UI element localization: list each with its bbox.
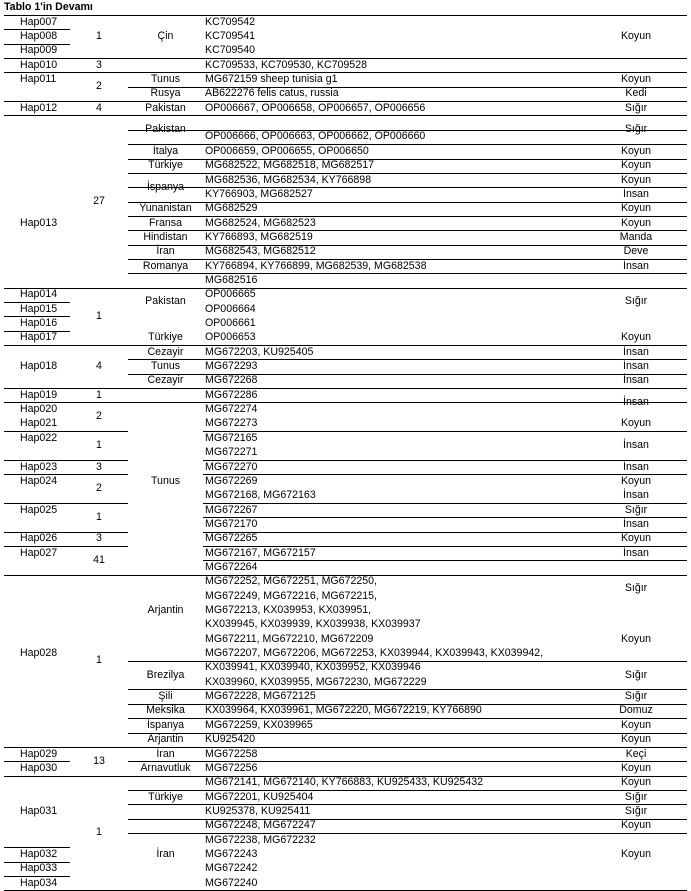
host-cell: Koyun bbox=[620, 847, 652, 860]
row-rule bbox=[128, 130, 687, 131]
accession-cell: MG672238, MG672232 bbox=[205, 833, 316, 846]
haplotype-cell: Hap034 bbox=[20, 876, 58, 889]
accession-cell: MG672207, MG672206, MG672253, KX039944, KX039943, KX039942, bbox=[205, 647, 544, 660]
accession-cell: MG672249, MG672216, MG672215, bbox=[205, 589, 377, 602]
host-cell: Koyun bbox=[620, 632, 652, 645]
row-rule bbox=[128, 790, 687, 791]
accession-cell: MG672168, MG672163 bbox=[205, 489, 316, 502]
accession-cell: KY766893, MG682519 bbox=[205, 230, 313, 243]
haplotype-cell: Hap017 bbox=[20, 331, 58, 344]
row-rule bbox=[203, 560, 687, 561]
accession-cell: OP006661 bbox=[205, 317, 256, 330]
row-rule bbox=[4, 331, 70, 332]
group-rule bbox=[4, 747, 687, 748]
host-cell: Koyun bbox=[620, 159, 652, 172]
haplotype-cell: Hap028 bbox=[20, 647, 58, 660]
haplotype-cell: Hap009 bbox=[20, 44, 58, 57]
host-cell: Koyun bbox=[620, 718, 652, 731]
group-rule bbox=[4, 115, 687, 116]
host-cell: İnsan bbox=[623, 489, 649, 502]
accession-cell: AB622276 felis catus, russia bbox=[205, 87, 339, 100]
haplotype-cell: Hap031 bbox=[20, 804, 58, 817]
accession-cell: MG672258 bbox=[205, 747, 258, 760]
haplotype-cell: Hap013 bbox=[20, 216, 58, 229]
isolate-count-cell: 2 bbox=[96, 482, 102, 495]
row-rule bbox=[128, 216, 687, 217]
isolate-count-cell: 27 bbox=[93, 195, 105, 208]
row-rule bbox=[4, 847, 70, 848]
accession-cell: MG672240 bbox=[205, 876, 258, 889]
country-cell: Şili bbox=[158, 690, 173, 703]
row-rule bbox=[128, 689, 687, 690]
country-cell: Hindistan bbox=[143, 230, 188, 243]
country-cell: İran bbox=[156, 747, 175, 760]
accession-cell: KX039964, KX039961, MG672220, MG672219, KY766890 bbox=[205, 704, 482, 717]
haplotype-cell: Hap008 bbox=[20, 30, 58, 43]
country-cell: Türkiye bbox=[148, 790, 183, 803]
host-cell: Koyun bbox=[620, 733, 652, 746]
country-cell: Fransa bbox=[149, 216, 182, 229]
haplotype-cell: Hap010 bbox=[20, 58, 58, 71]
accession-cell: MG672271 bbox=[205, 446, 258, 459]
row-rule bbox=[4, 474, 128, 475]
accession-cell: MG672264 bbox=[205, 560, 258, 573]
host-cell: Sığır bbox=[624, 503, 648, 516]
accession-cell: MG672213, KX039953, KX039951, bbox=[205, 604, 372, 617]
isolate-count-cell: 4 bbox=[96, 360, 102, 373]
row-rule bbox=[128, 202, 687, 203]
country-cell: Tunus bbox=[150, 474, 181, 487]
row-rule bbox=[128, 661, 687, 662]
haplotype-cell: Hap019 bbox=[20, 388, 58, 401]
country-cell: Brezilya bbox=[146, 668, 185, 681]
haplotype-cell: Hap020 bbox=[20, 403, 58, 416]
row-rule bbox=[4, 29, 70, 30]
accession-cell: MG682529 bbox=[205, 202, 258, 215]
country-cell: Arjantin bbox=[147, 604, 184, 617]
row-rule bbox=[4, 532, 128, 533]
row-rule bbox=[128, 87, 687, 88]
host-cell: Koyun bbox=[620, 216, 652, 229]
host-cell: Koyun bbox=[620, 73, 652, 86]
host-cell: Sığır bbox=[624, 804, 648, 817]
haplotype-cell: Hap029 bbox=[20, 747, 58, 760]
row-rule bbox=[128, 833, 687, 834]
row-rule bbox=[128, 761, 687, 762]
country-cell: Tunus bbox=[150, 360, 181, 373]
accession-cell: OP006653 bbox=[205, 331, 256, 344]
haplotype-cell: Hap016 bbox=[20, 317, 58, 330]
accession-cell: MG672203, KU925405 bbox=[205, 345, 314, 358]
accession-cell: KU925378, KU925411 bbox=[205, 804, 311, 817]
accession-cell: KX039960, KX039955, MG672230, MG672229 bbox=[205, 675, 427, 688]
host-cell: Koyun bbox=[620, 474, 652, 487]
isolate-count-cell: 1 bbox=[96, 30, 102, 43]
row-rule bbox=[4, 546, 128, 547]
accession-cell: KY766894, KY766899, MG682539, MG682538 bbox=[205, 259, 427, 272]
isolate-count-cell: 1 bbox=[96, 309, 102, 322]
accession-cell: KX039941, KX039940, KX039952, KX039946 bbox=[205, 661, 421, 674]
accession-cell: MG672265 bbox=[205, 532, 258, 545]
accession-cell: KC709542 bbox=[205, 15, 256, 28]
row-rule bbox=[203, 460, 687, 461]
accession-cell: MG672259, KX039965 bbox=[205, 718, 313, 731]
haplotype-cell: Hap023 bbox=[20, 460, 58, 473]
accession-cell: MG672243 bbox=[205, 847, 258, 860]
group-rule bbox=[4, 72, 687, 73]
country-cell: Tunus bbox=[150, 73, 181, 86]
isolate-count-cell: 13 bbox=[93, 754, 105, 767]
host-cell: İnsan bbox=[623, 187, 649, 200]
accession-cell: MG672167, MG672157 bbox=[205, 546, 316, 559]
country-cell: Çin bbox=[157, 30, 174, 43]
host-cell: İnsan bbox=[623, 395, 649, 408]
accession-cell: MG672256 bbox=[205, 761, 258, 774]
table-caption: Tablo 1'in Devamı bbox=[4, 1, 93, 13]
row-rule bbox=[4, 503, 128, 504]
host-cell: Domuz bbox=[619, 704, 653, 717]
row-rule bbox=[128, 259, 687, 260]
country-cell: Pakistan bbox=[145, 101, 186, 114]
haplotype-cell: Hap012 bbox=[20, 101, 58, 114]
accession-cell: MG672248, MG672247 bbox=[205, 819, 316, 832]
isolate-count-cell: 3 bbox=[96, 532, 102, 545]
country-cell: Arjantin bbox=[147, 733, 184, 746]
isolate-count-cell: 3 bbox=[96, 460, 102, 473]
host-cell: Koyun bbox=[620, 202, 652, 215]
country-cell: İran bbox=[156, 847, 175, 860]
row-rule bbox=[128, 159, 687, 160]
host-cell: Manda bbox=[619, 230, 653, 243]
row-rule bbox=[128, 273, 687, 274]
accession-cell: MG672242 bbox=[205, 862, 258, 875]
isolate-count-cell: 4 bbox=[96, 101, 102, 114]
group-rule bbox=[4, 15, 687, 16]
host-cell: Sığır bbox=[624, 582, 648, 595]
country-cell: Yunanistan bbox=[139, 202, 192, 215]
accession-cell: MG672165 bbox=[205, 431, 258, 444]
haplotype-cell: Hap025 bbox=[20, 503, 58, 516]
isolate-count-cell: 41 bbox=[93, 553, 105, 566]
accession-cell: OP006667, OP006658, OP006657, OP006656 bbox=[205, 101, 426, 114]
row-rule bbox=[203, 431, 687, 432]
haplotype-cell: Hap021 bbox=[20, 417, 58, 430]
isolate-count-cell: 1 bbox=[96, 510, 102, 523]
accession-cell: KU925420 bbox=[205, 733, 256, 746]
host-cell: Koyun bbox=[620, 331, 652, 344]
group-rule bbox=[4, 345, 687, 346]
group-rule bbox=[4, 101, 687, 102]
row-rule bbox=[128, 718, 687, 719]
host-cell: İnsan bbox=[623, 374, 649, 387]
accession-cell: MG672268 bbox=[205, 374, 258, 387]
isolate-count-cell: 1 bbox=[96, 438, 102, 451]
accession-cell: KC709533, KC709530, KC709528 bbox=[205, 58, 367, 71]
haplotype-table bbox=[4, 15, 687, 889]
accession-cell: MG682516 bbox=[205, 273, 258, 286]
accession-cell: KC709541 bbox=[205, 30, 256, 43]
host-cell: Sığır bbox=[624, 790, 648, 803]
country-cell: Cezayir bbox=[147, 345, 184, 358]
country-cell: Türkiye bbox=[148, 331, 183, 344]
accession-cell: MG672286 bbox=[205, 388, 258, 401]
row-rule bbox=[4, 761, 70, 762]
haplotype-cell: Hap026 bbox=[20, 532, 58, 545]
row-rule bbox=[4, 862, 70, 863]
accession-cell: MG672159 sheep tunisia g1 bbox=[205, 73, 338, 86]
row-rule bbox=[4, 460, 128, 461]
host-cell: İnsan bbox=[623, 345, 649, 358]
row-rule bbox=[128, 187, 687, 188]
isolate-count-cell: 2 bbox=[96, 410, 102, 423]
haplotype-cell: Hap014 bbox=[20, 288, 58, 301]
host-cell: İnsan bbox=[623, 360, 649, 373]
accession-cell: MG672293 bbox=[205, 360, 258, 373]
row-rule bbox=[128, 804, 687, 805]
host-cell: Sığır bbox=[624, 101, 648, 114]
country-cell: İspanya bbox=[146, 718, 185, 731]
host-cell: Koyun bbox=[620, 819, 652, 832]
accession-cell: MG672267 bbox=[205, 503, 258, 516]
row-rule bbox=[203, 503, 687, 504]
row-rule bbox=[4, 316, 70, 317]
country-cell: Arnavutluk bbox=[140, 761, 191, 774]
group-rule bbox=[4, 402, 687, 403]
host-cell: Sığır bbox=[624, 690, 648, 703]
country-cell: İtalya bbox=[152, 144, 179, 157]
row-rule bbox=[203, 474, 687, 475]
row-rule bbox=[128, 733, 687, 734]
haplotype-cell: Hap022 bbox=[20, 431, 58, 444]
haplotype-cell: Hap018 bbox=[20, 360, 58, 373]
accession-cell: MG672274 bbox=[205, 403, 258, 416]
country-cell: İran bbox=[156, 245, 175, 258]
row-rule bbox=[4, 431, 128, 432]
host-cell: İnsan bbox=[623, 546, 649, 559]
accession-cell: MG682524, MG682523 bbox=[205, 216, 316, 229]
accession-cell: MG672273 bbox=[205, 417, 258, 430]
accession-cell: OP006659, OP006655, OP006650 bbox=[205, 144, 369, 157]
isolate-count-cell: 3 bbox=[96, 58, 102, 71]
host-cell: İnsan bbox=[623, 460, 649, 473]
haplotype-cell: Hap015 bbox=[20, 302, 58, 315]
row-rule bbox=[4, 302, 70, 303]
isolate-count-cell: 1 bbox=[96, 654, 102, 667]
host-cell: Sığır bbox=[624, 668, 648, 681]
country-cell: İspanya bbox=[146, 180, 185, 193]
host-cell: Kedi bbox=[625, 87, 647, 100]
row-rule bbox=[128, 173, 687, 174]
host-cell: Koyun bbox=[620, 173, 652, 186]
row-rule bbox=[128, 359, 687, 360]
country-cell: Pakistan bbox=[145, 295, 186, 308]
accession-cell: MG682522, MG682518, MG682517 bbox=[205, 159, 375, 172]
host-cell: İnsan bbox=[623, 438, 649, 451]
accession-cell: MG672228, MG672125 bbox=[205, 690, 316, 703]
host-cell: Koyun bbox=[620, 532, 652, 545]
host-cell: Koyun bbox=[620, 776, 652, 789]
isolate-count-cell: 1 bbox=[96, 388, 102, 401]
row-rule bbox=[128, 388, 687, 389]
host-cell: İnsan bbox=[623, 517, 649, 530]
accession-cell: MG672141, MG672140, KY766883, KU925433, KU925432 bbox=[205, 776, 483, 789]
accession-cell: KC709540 bbox=[205, 44, 256, 57]
isolate-count-cell: 2 bbox=[96, 80, 102, 93]
row-rule bbox=[128, 374, 687, 375]
country-cell: Rusya bbox=[150, 87, 181, 100]
row-rule bbox=[203, 517, 687, 518]
haplotype-cell: Hap011 bbox=[20, 73, 57, 86]
accession-cell: MG672201, KU925404 bbox=[205, 790, 314, 803]
accession-cell: MG672211, MG672210, MG672209 bbox=[205, 632, 374, 645]
accession-cell: MG672252, MG672251, MG672250, bbox=[205, 575, 377, 588]
host-cell: Sığır bbox=[624, 295, 648, 308]
haplotype-cell: Hap030 bbox=[20, 761, 58, 774]
row-rule bbox=[203, 546, 687, 547]
country-cell: Meksika bbox=[146, 704, 185, 717]
group-rule bbox=[4, 58, 687, 59]
host-cell: Koyun bbox=[620, 761, 652, 774]
row-rule bbox=[4, 44, 70, 45]
host-cell: İnsan bbox=[623, 259, 649, 272]
accession-cell: OP006665 bbox=[205, 288, 256, 301]
accession-cell: MG672270 bbox=[205, 460, 258, 473]
accession-cell: MG682536, MG682534, KY766898 bbox=[205, 173, 372, 186]
country-cell: Romanya bbox=[142, 259, 189, 272]
row-rule bbox=[128, 819, 687, 820]
row-rule bbox=[203, 532, 687, 533]
accession-cell: KX039945, KX039939, KX039938, KX039937 bbox=[205, 618, 421, 631]
group-rule bbox=[4, 288, 687, 289]
haplotype-cell: Hap032 bbox=[20, 847, 58, 860]
row-rule bbox=[128, 245, 687, 246]
host-cell: Deve bbox=[623, 245, 649, 258]
isolate-count-cell: 1 bbox=[96, 826, 102, 839]
accession-cell: KY766903, MG682527 bbox=[205, 187, 313, 200]
host-cell: Koyun bbox=[620, 30, 652, 43]
row-rule bbox=[128, 704, 687, 705]
haplotype-cell: Hap027 bbox=[20, 546, 58, 559]
haplotype-cell: Hap007 bbox=[20, 15, 58, 28]
host-cell: Koyun bbox=[620, 417, 652, 430]
accession-cell: MG672170 bbox=[205, 517, 258, 530]
haplotype-cell: Hap033 bbox=[20, 862, 58, 875]
country-cell: Cezayir bbox=[147, 374, 184, 387]
haplotype-cell: Hap024 bbox=[20, 474, 58, 487]
accession-cell: MG672269 bbox=[205, 474, 258, 487]
country-cell: Pakistan bbox=[145, 123, 186, 136]
host-cell: Keçi bbox=[625, 747, 647, 760]
country-cell: Türkiye bbox=[148, 159, 183, 172]
host-cell: Sığır bbox=[624, 123, 648, 136]
row-rule bbox=[128, 144, 687, 145]
row-rule bbox=[4, 876, 70, 877]
accession-cell: MG682543, MG682512 bbox=[205, 245, 316, 258]
group-rule bbox=[4, 575, 687, 576]
accession-cell: OP006664 bbox=[205, 302, 256, 315]
host-cell: Koyun bbox=[620, 144, 652, 157]
group-rule bbox=[4, 776, 687, 777]
row-rule bbox=[128, 230, 687, 231]
accession-cell: OP006666, OP006663, OP006662, OP006660 bbox=[205, 130, 426, 143]
